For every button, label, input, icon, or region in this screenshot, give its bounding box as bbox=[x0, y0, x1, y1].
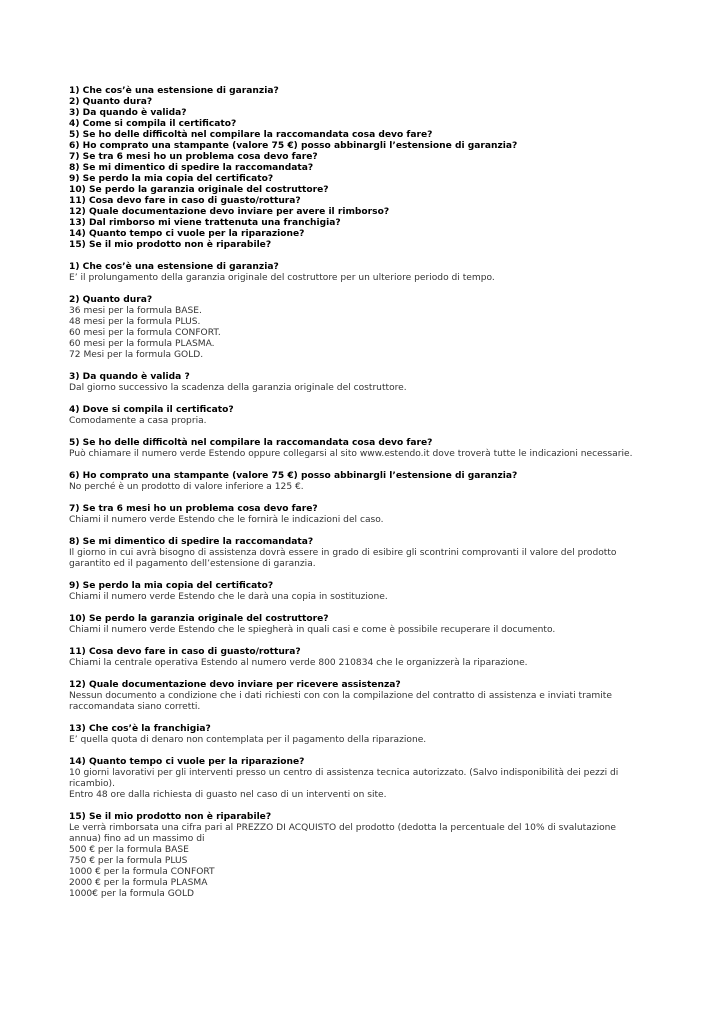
index-item: 5) Se ho delle difficoltà nel compilare la raccomandata cosa devo fare? bbox=[69, 130, 433, 140]
question-heading: 2) Quanto dura? bbox=[69, 295, 153, 305]
answer-line: 36 mesi per la formula BASE. bbox=[69, 306, 202, 316]
answer-line: 750 € per la formula PLUS bbox=[69, 856, 188, 866]
question-heading: 6) Ho comprato una stampante (valore 75 €) posso abbinargli l’estensione di garanzia? bbox=[69, 471, 518, 481]
answer-line: ricambio). bbox=[69, 779, 115, 789]
question-heading: 13) Che cos’è la franchigia? bbox=[69, 724, 211, 734]
index-item: 10) Se perdo la garanzia originale del costruttore? bbox=[69, 185, 329, 195]
answer-line: Chiami il numero verde Estendo che le fornirà le indicazioni del caso. bbox=[69, 515, 384, 525]
answer-line: 500 € per la formula BASE bbox=[69, 845, 189, 855]
answer-line: garantito ed il pagamento dell’estensione di garanzia. bbox=[69, 559, 316, 569]
answer-line: Nessun documento a condizione che i dati richiesti con con la compilazione del contratto di assistenza e inviati tramite bbox=[69, 691, 612, 701]
answer-line: Chiami il numero verde Estendo che le darà una copia in sostituzione. bbox=[69, 592, 388, 602]
question-heading: 12) Quale documentazione devo inviare per ricevere assistenza? bbox=[69, 680, 401, 690]
question-heading: 15) Se il mio prodotto non è riparabile? bbox=[69, 812, 272, 822]
index-item: 2) Quanto dura? bbox=[69, 97, 153, 107]
answer-line: Entro 48 ore dalla richiesta di guasto nel caso di un interventi on site. bbox=[69, 790, 387, 800]
index-item: 1) Che cos’è una estensione di garanzia? bbox=[69, 86, 279, 96]
question-heading: 7) Se tra 6 mesi ho un problema cosa devo fare? bbox=[69, 504, 318, 514]
answer-line: 2000 € per la formula PLASMA bbox=[69, 878, 208, 888]
answer-line: Il giorno in cui avrà bisogno di assistenza dovrà essere in grado di esibire gli scontrini comprovanti il valore del prodotto bbox=[69, 548, 617, 558]
answer-line: E’ quella quota di denaro non contemplata per il pagamento della riparazione. bbox=[69, 735, 427, 745]
index-item: 14) Quanto tempo ci vuole per la riparazione? bbox=[69, 229, 305, 239]
faq-entry-7 bbox=[69, 504, 659, 526]
faq-entry-1 bbox=[69, 262, 659, 284]
question-heading: 9) Se perdo la mia copia del certificato? bbox=[69, 581, 274, 591]
index-item: 4) Come si compila il certificato? bbox=[69, 119, 237, 129]
question-heading: 1) Che cos’è una estensione di garanzia? bbox=[69, 262, 279, 272]
question-heading: 8) Se mi dimentico di spedire la raccomandata? bbox=[69, 537, 314, 547]
faq-entry-11 bbox=[69, 647, 659, 669]
faq-entry-12 bbox=[69, 680, 659, 713]
faq-document bbox=[69, 86, 659, 911]
question-heading: 5) Se ho delle difficoltà nel compilare la raccomandata cosa devo fare? bbox=[69, 438, 433, 448]
faq-entry-8 bbox=[69, 537, 659, 570]
faq-entry-9 bbox=[69, 581, 659, 603]
answer-line: Comodamente a casa propria. bbox=[69, 416, 207, 426]
question-index bbox=[69, 86, 659, 251]
faq-entry-13 bbox=[69, 724, 659, 746]
faq-entry-5 bbox=[69, 438, 659, 460]
answer-line: 72 Mesi per la formula GOLD. bbox=[69, 350, 204, 360]
question-heading: 3) Da quando è valida ? bbox=[69, 372, 190, 382]
faq-entry-3 bbox=[69, 372, 659, 394]
index-item: 12) Quale documentazione devo inviare per avere il rimborso? bbox=[69, 207, 390, 217]
answer-line: 10 giorni lavorativi per gli interventi presso un centro di assistenza tecnica autorizzato. (Salvo indisponibilità dei pezzi di bbox=[69, 768, 619, 778]
answer-line: 1000 € per la formula CONFORT bbox=[69, 867, 215, 877]
index-item: 7) Se tra 6 mesi ho un problema cosa devo fare? bbox=[69, 152, 318, 162]
answer-line: Può chiamare il numero verde Estendo oppure collegarsi al sito www.estendo.it dove troverà tutte le indicazioni necessarie. bbox=[69, 449, 633, 459]
answer-line: Le verrà rimborsata una cifra pari al PREZZO DI ACQUISTO del prodotto (dedotta la percentuale del 10% di svalutazione bbox=[69, 823, 617, 833]
faq-entry-2 bbox=[69, 295, 659, 361]
index-item: 9) Se perdo la mia copia del certificato? bbox=[69, 174, 274, 184]
answer-line: 48 mesi per la formula PLUS. bbox=[69, 317, 201, 327]
answer-line: annua) fino ad un massimo di bbox=[69, 834, 205, 844]
question-heading: 4) Dove si compila il certificato? bbox=[69, 405, 234, 415]
question-heading: 11) Cosa devo fare in caso di guasto/rottura? bbox=[69, 647, 301, 657]
index-item: 13) Dal rimborso mi viene trattenuta una franchigia? bbox=[69, 218, 341, 228]
faq-entry-15 bbox=[69, 812, 659, 900]
answer-line: Dal giorno successivo la scadenza della garanzia originale del costruttore. bbox=[69, 383, 407, 393]
index-item: 6) Ho comprato una stampante (valore 75 €) posso abbinargli l’estensione di garanzia? bbox=[69, 141, 518, 151]
faq-entry-10 bbox=[69, 614, 659, 636]
answer-line: Chiami la centrale operativa Estendo al numero verde 800 210834 che le organizzerà la riparazione. bbox=[69, 658, 528, 668]
answer-line: Chiami il numero verde Estendo che le spiegherà in quali casi e come è possibile recuperare il documento. bbox=[69, 625, 556, 635]
faq-entry-6 bbox=[69, 471, 659, 493]
answer-line: 60 mesi per la formula PLASMA. bbox=[69, 339, 215, 349]
answer-line: 1000€ per la formula GOLD bbox=[69, 889, 195, 899]
answer-line: raccomandata siano corretti. bbox=[69, 702, 201, 712]
answer-line: 60 mesi per la formula CONFORT. bbox=[69, 328, 221, 338]
question-heading: 10) Se perdo la garanzia originale del costruttore? bbox=[69, 614, 329, 624]
faq-entry-4 bbox=[69, 405, 659, 427]
index-item: 3) Da quando è valida? bbox=[69, 108, 187, 118]
answer-line: E’ il prolungamento della garanzia originale del costruttore per un ulteriore periodo di tempo. bbox=[69, 273, 495, 283]
index-item: 8) Se mi dimentico di spedire la raccomandata? bbox=[69, 163, 314, 173]
index-item: 15) Se il mio prodotto non è riparabile? bbox=[69, 240, 272, 250]
question-heading: 14) Quanto tempo ci vuole per la riparazione? bbox=[69, 757, 305, 767]
index-item: 11) Cosa devo fare in caso di guasto/rottura? bbox=[69, 196, 301, 206]
answer-line: No perché è un prodotto di valore inferiore a 125 €. bbox=[69, 482, 304, 492]
faq-entry-14 bbox=[69, 757, 659, 801]
